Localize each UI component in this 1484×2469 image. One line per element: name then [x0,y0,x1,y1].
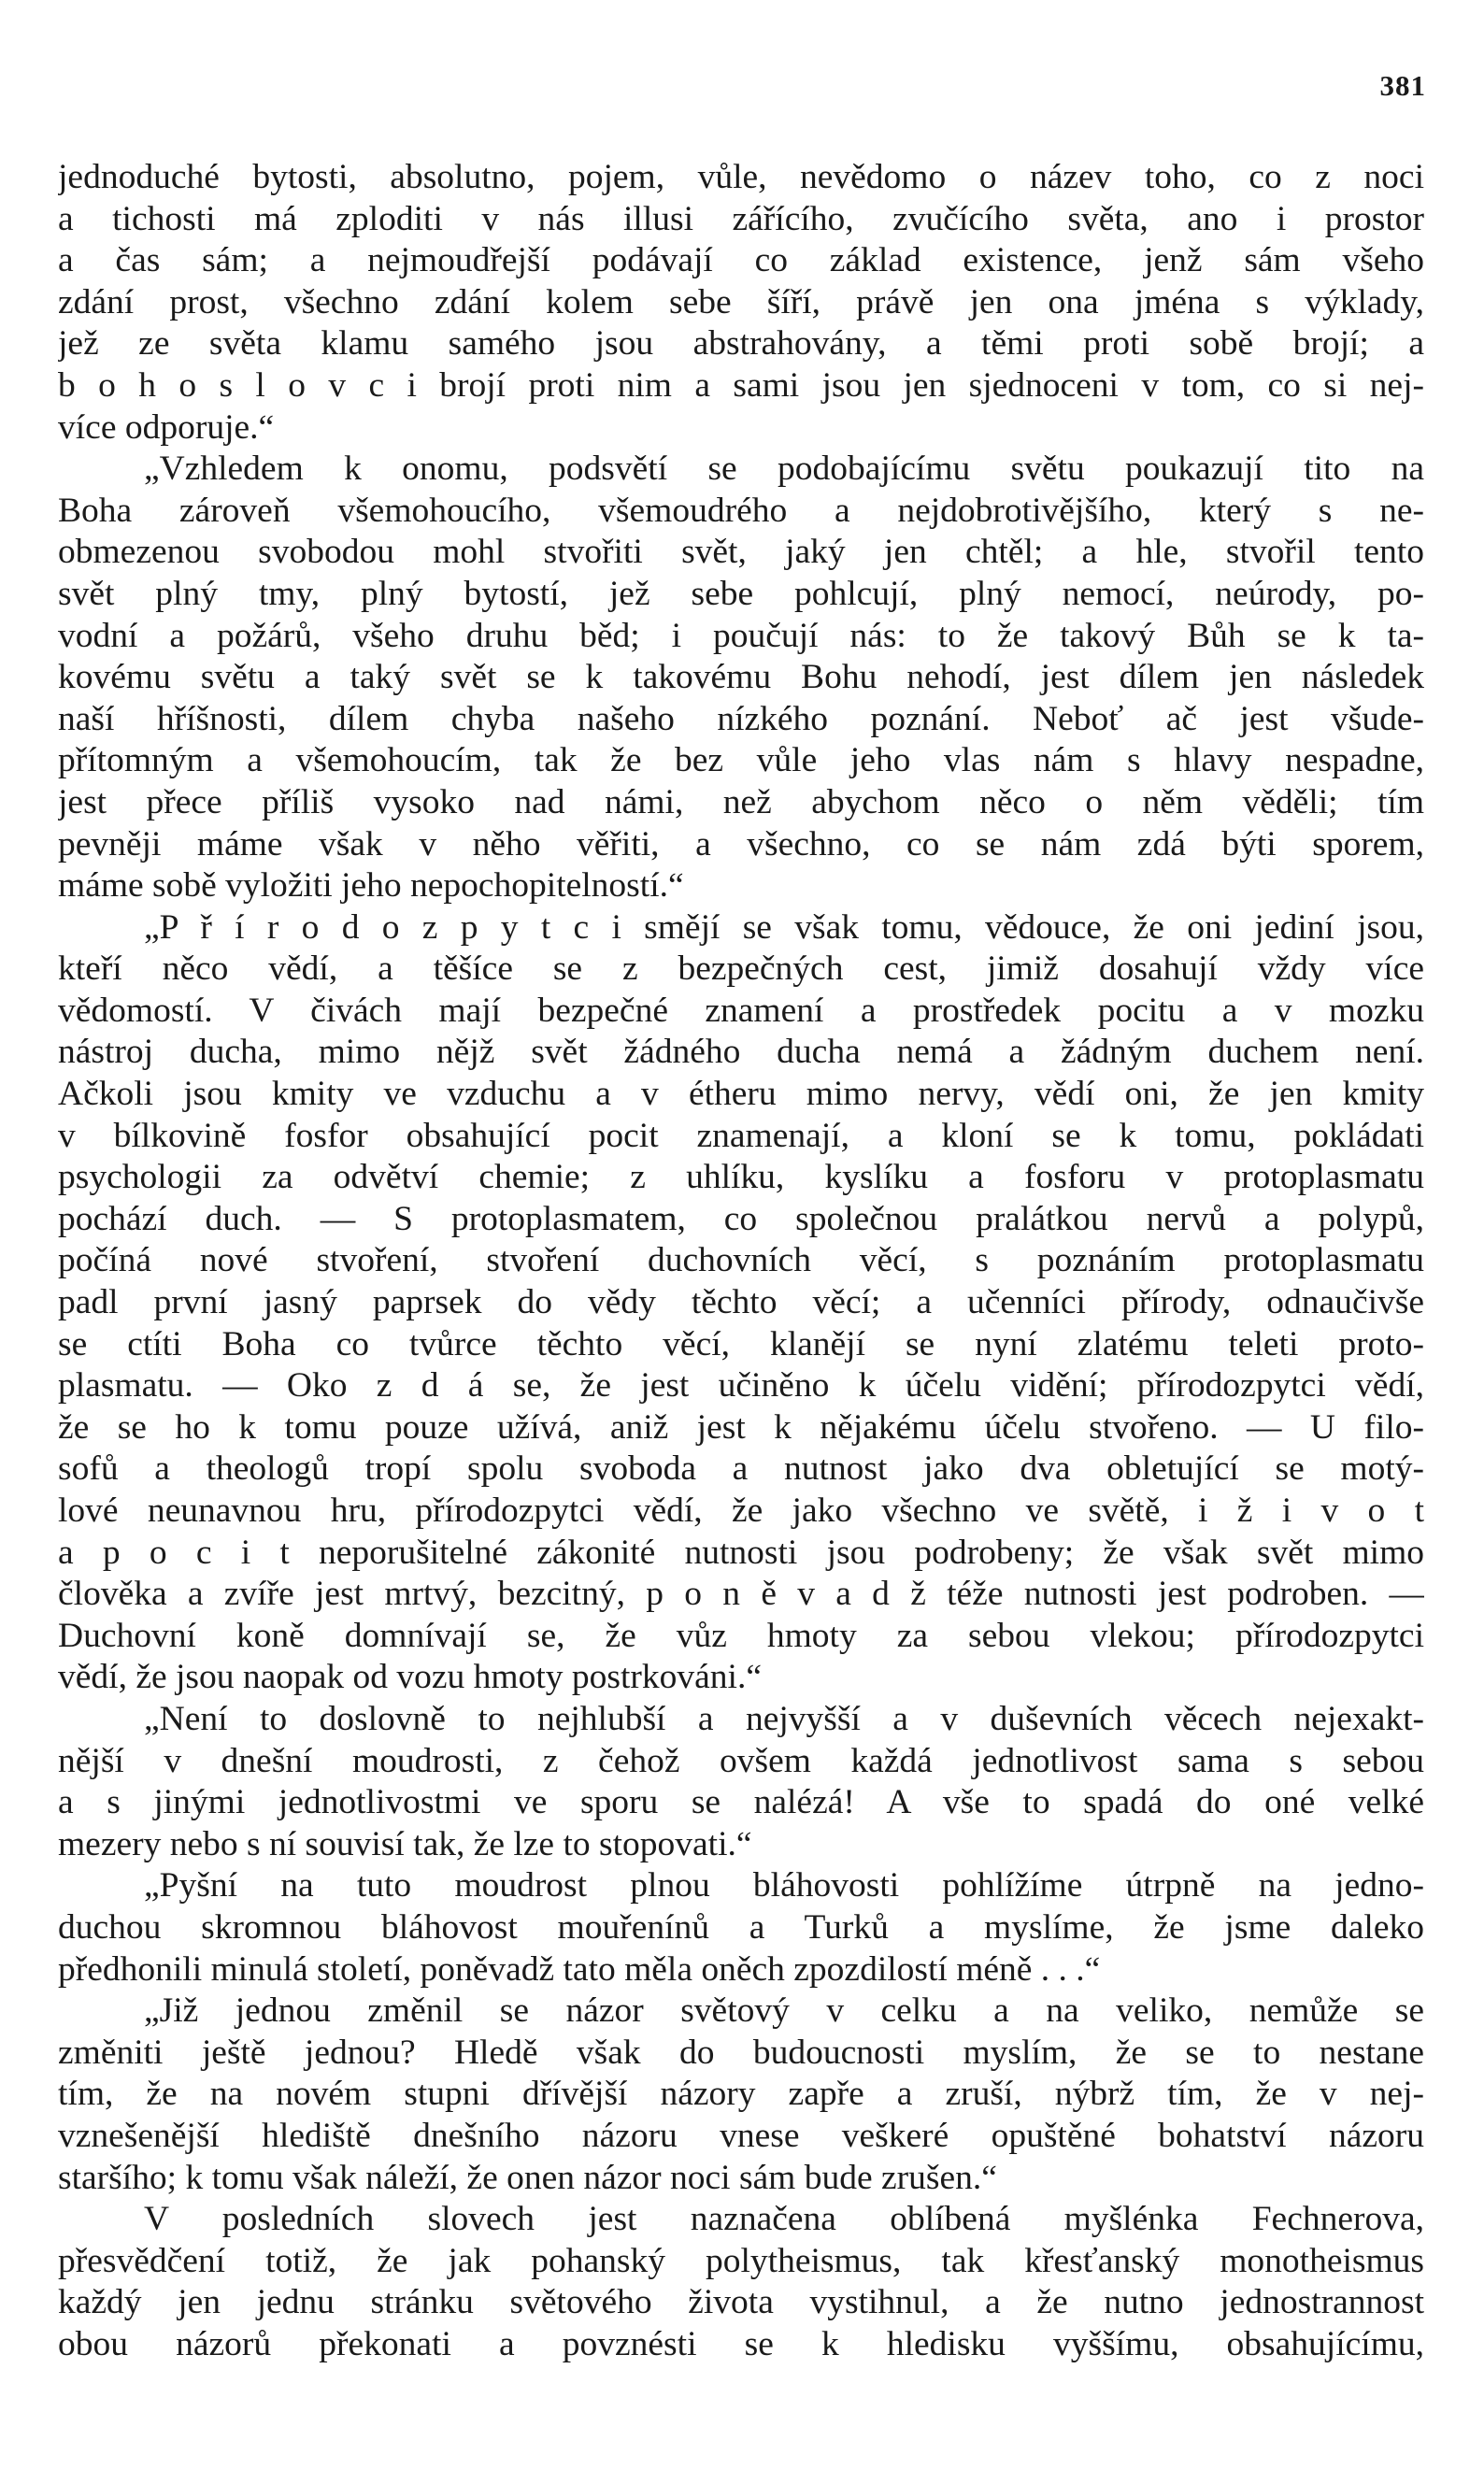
text-line: „Není to doslovně to nejhlubší a nejvyšší a v duševních věcech nejexakt- [144,1699,1424,1738]
text-line: vodní a požárů, všeho druhu běd; i poučují nás: to že takový Bůh se k ta- [58,616,1424,655]
text-line: každý jen jednu stránku světového života vystihnul, a že nutno jednostrannost [58,2283,1424,2322]
text-line: svět plný tmy, plný bytostí, jež sebe pohlcují, plný nemocí, neúrody, po- [58,574,1424,613]
paragraph [58,907,1424,1699]
text-line: přítomným a všemohoucím, tak že bez vůle jeho vlas nám s hlavy nespadne, [58,741,1424,780]
text-line: pochází duch. — S protoplasmatem, co společnou pralátkou nervů a polypů, [58,1199,1424,1238]
text-line: předhonili minulá století, poněvadž tato měla oněch zpozdilostí méně . . .“ [58,1949,1101,1989]
text-line: plasmatu. — Oko z d á se, že jest učiněno k účelu vidění; přírodozpytci vědí, [58,1366,1424,1406]
text-line: mezery nebo s ní souvisí tak, že lze to stopovati.“ [58,1824,752,1863]
text-line: jednoduché bytosti, absolutno, pojem, vůle, nevědomo o název toho, co z noci [58,158,1424,196]
text-line: b o h o s l o v c i brojí proti nim a sami jsou jen sjednoceni v tom, co si nej- [58,365,1424,405]
text-line: kteří něco vědí, a těšíce se z bezpečných cest, jimiž dosahují vždy více [58,949,1424,989]
text-line: Ačkoli jsou kmity ve vzduchu a v étheru mimo nervy, vědí oni, že jen kmity [58,1075,1424,1114]
text-line: přesvědčení totiž, že jak pohanský polytheismus, tak křesťanský monotheismus [58,2241,1424,2280]
text-line: psychologii za odvětví chemie; z uhlíku, kyslíku a fosforu v protoplasmatu [58,1158,1424,1197]
text-line: sofů a theologů tropí spolu svoboda a nutnost jako dva obletující se motý- [58,1449,1424,1489]
text-line: Duchovní koně domnívají se, že vůz hmoty za sebou vlekou; přírodozpytci [58,1616,1424,1655]
text-line: tím, že na novém stupni dřívější názory zapře a zruší, nýbrž tím, že v nej- [58,2075,1424,2114]
text-line: obou názorů překonati a povznésti se k hledisku vyššímu, obsahujícímu, [58,2324,1424,2363]
text-line: kovému světu a taký svět se k takovému Bohu nehodí, jest dílem jen následek [58,658,1424,697]
text-line: zdání prost, všechno zdání kolem sebe šíří, právě jen ona jména s výklady, [58,282,1424,321]
text-line: máme sobě vyložiti jeho nepochopitelností.“ [58,866,684,906]
paragraph [58,157,1424,449]
text-line: vznešenější hlediště dnešního názoru vnese veškeré opuštěné bohatství názoru [58,2116,1424,2155]
text-line: člověka a zvíře jest mrtvý, bezcitný, p o n ě v a d ž téže nutnosti jest podroben. — [58,1575,1424,1614]
paragraph [58,1865,1424,1991]
text-line: v bílkovině fosfor obsahující pocit znamenají, a kloní se k tomu, pokládati [58,1116,1424,1155]
text-line: vědomostí. V čivách mají bezpečné znamení a prostředek pocitu a v mozku [58,991,1424,1030]
text-line: duchou skromnou bláhovost mouřenínů a Turků a myslíme, že jsme daleko [58,1907,1424,1947]
text-line: a čas sám; a nejmoudřejší podávají co základ existence, jenž sám všeho [58,241,1424,280]
text-line: naší hříšnosti, dílem chyba našeho nízkého poznání. Neboť ač jest všude- [58,699,1424,738]
paragraph [58,449,1424,907]
text-line: změniti ještě jednou? Hledě však do budoucnosti myslím, že se to nestane [58,2033,1424,2072]
text-line: více odporuje.“ [58,407,275,447]
paragraph [58,2199,1424,2365]
text-line: se ctíti Boha co tvůrce těchto věcí, klanějí se nyní zlatému teleti proto- [58,1324,1424,1363]
text-line: že se ho k tomu pouze užívá, aniž jest k nějakému účelu stvořeno. — U filo- [58,1407,1424,1447]
page-number: 381 [1379,69,1426,102]
text-line: počíná nové stvoření, stvoření duchovních věcí, s poznáním protoplasmatu [58,1241,1424,1280]
text-line: „P ř í r o d o z p y t c i smějí se však tomu, vědouce, že oni jediní jsou, [144,907,1424,947]
text-line: nástroj ducha, mimo nějž svět žádného ducha nemá a žádným duchem není. [58,1033,1424,1072]
text-line: staršího; k tomu však náleží, že onen názor noci sám bude zrušen.“ [58,2158,997,2197]
text-line: pevněji máme však v něho věřiti, a všechno, co se nám zdá býti sporem, [58,824,1424,863]
text-line: „Pyšní na tuto moudrost plnou bláhovosti pohlížíme útrpně na jedno- [144,1866,1424,1905]
paragraph [58,1991,1424,2199]
text-line: a p o c i t neporušitelné zákonité nutnosti jsou podrobeny; že však svět mimo [58,1533,1424,1572]
text-line: „Již jednou změnil se názor světový v celku a na veliko, nemůže se [144,1991,1424,2031]
paragraph [58,1699,1424,1865]
text-line: jež ze světa klamu samého jsou abstrahovány, a těmi proti sobě brojí; a [58,324,1424,364]
text-line: obmezenou svobodou mohl stvořiti svět, jaký jen chtěl; a hle, stvořil tento [58,533,1424,572]
text-line: jest přece příliš vysoko nad námi, než abychom něco o něm věděli; tím [58,782,1424,821]
text-line: Boha zároveň všemohoucího, všemoudrého a nejdobrotivějšího, který s ne- [58,491,1424,530]
text-line: „Vzhledem k onomu, podsvětí se podobajícímu světu poukazují tito na [144,450,1424,489]
body-text [58,157,1424,2365]
text-line: lové neunavnou hru, přírodozpytci vědí, že jako všechno ve světě, i ž i v o t [58,1491,1424,1530]
text-line: a tichosti má zploditi v nás illusi zářícího, zvučícího světa, ano i prostor [58,199,1424,238]
text-line: nější v dnešní moudrosti, z čehož ovšem každá jednotlivost sama s sebou [58,1741,1424,1780]
text-line: a s jinými jednotlivostmi ve sporu se nalézá! A vše to spadá do oné velké [58,1783,1424,1822]
text-line: vědí, že jsou naopak od vozu hmoty postrkováni.“ [58,1658,762,1697]
text-line: padl první jasný paprsek do vědy těchto věcí; a učenníci přírody, odnaučivše [58,1283,1424,1322]
text-line: V posledních slovech jest naznačena oblíbená myšlénka Fechnerova, [144,2200,1424,2239]
